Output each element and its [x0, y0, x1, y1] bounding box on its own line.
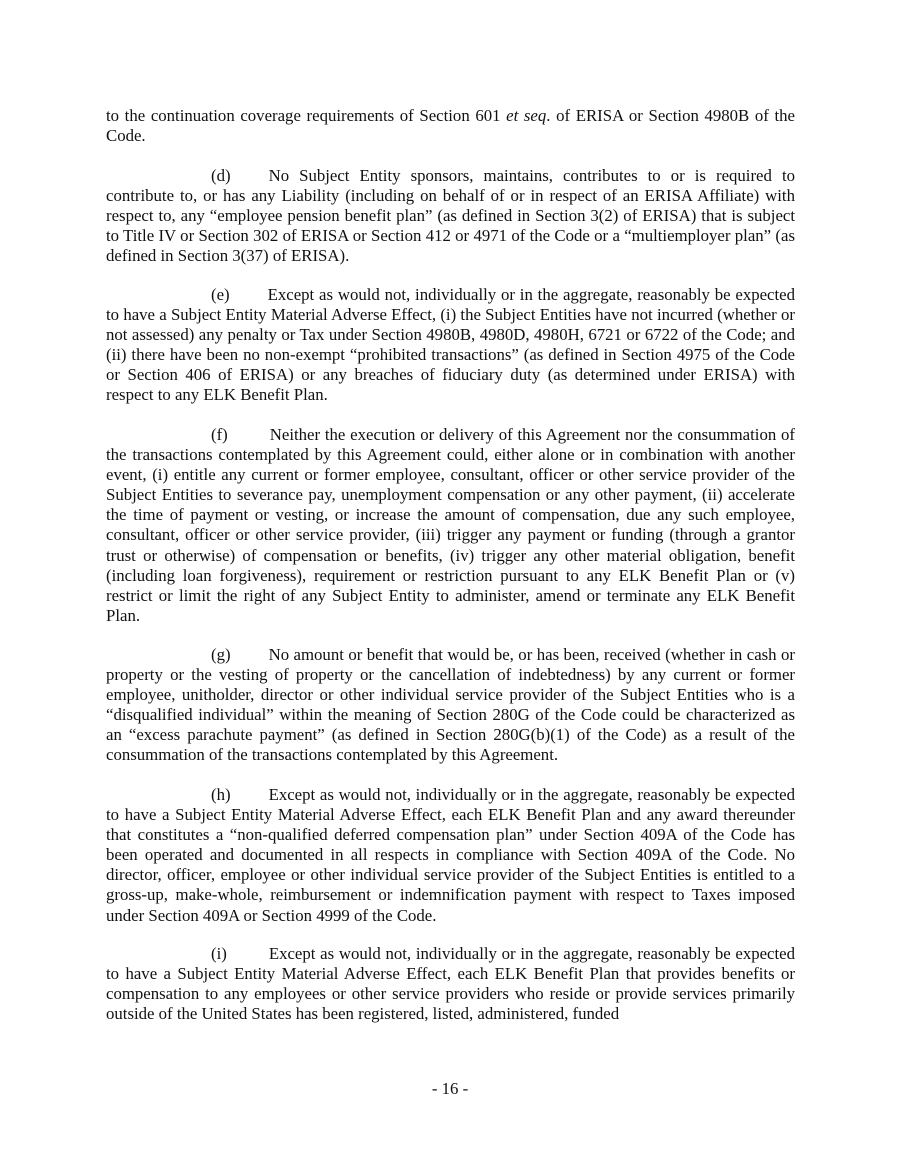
italic-term: et seq — [506, 106, 547, 125]
paragraph-continuation — [106, 106, 795, 146]
paragraph-text: Neither the execution or delivery of this Agreement nor the consummation of the transactions contemplated by this Agreement could, either alone or in combination with another event, (i) entitle any current or former employee, consultant, officer or other service provider of the Subject Entities to severance pay, unemployment compensation or any other payment, (ii) accelerate the time of payment or vesting, or increase the amount of compensation, due any such employee, consultant, officer or other service provider, (iii) trigger any payment or funding (through a grantor trust or otherwise) of compensation or benefits, (iv) trigger any other material obligation, benefit (including loan forgiveness), requirement or restriction pursuant to any ELK Benefit Plan or (v) restrict or limit the right of any Subject Entity to administer, amend or terminate any ELK Benefit Plan. — [106, 425, 795, 625]
paragraph-f — [106, 425, 795, 626]
paragraph-text: Except as would not, individually or in the aggregate, reasonably be expected to have a Subject Entity Material Adverse Effect, each ELK Benefit Plan and any award thereunder that constitutes a “non-qualified deferred compensation plan” under Section 409A of the Code has been operated and documented in all respects in compliance with Section 409A of the Code. No director, officer, employee or other individual service provider of the Subject Entities is entitled to a gross-up, make-whole, reimbursement or indemnification payment with respect to Taxes imposed under Section 409A or Section 4999 of the Code. — [106, 785, 795, 925]
paragraph-text: No amount or benefit that would be, or has been, received (whether in cash or property or the vesting of property or the cancellation of indebtedness) by any current or former employee, unitholder, director or other individual service provider of the Subject Entities who is a “disqualified individual” within the meaning of Section 280G of the Code could be characterized as an “excess parachute payment” (as defined in Section 280G(b)(1) of the Code) as a result of the consummation of the transactions contemplated by this Agreement. — [106, 645, 795, 765]
paragraph-g — [106, 645, 795, 766]
paragraph-text: to the continuation coverage requirements of Section 601 — [106, 106, 507, 125]
paragraph-text: . of ERISA or Section 4980B of the Code. — [106, 106, 795, 146]
paragraph-d — [106, 166, 795, 266]
paragraph-text: Except as would not, individually or in the aggregate, reasonably be expected to have a Subject Entity Material Adverse Effect, each ELK Benefit Plan that provides benefits or compensation to any employees or other service providers who reside or provide services primarily outside of the United States has been registered, listed, administered, funded — [106, 944, 795, 1024]
paragraph-label: (i) — [211, 944, 227, 963]
paragraph-label: (h) — [211, 785, 231, 804]
paragraph-text: No Subject Entity sponsors, maintains, contributes to or is required to contribute to, or has any Liability (including on behalf of or in respect of an ERISA Affiliate) with respect to, any “employee pension benefit plan” (as defined in Section 3(2) of ERISA) that is subject to Title IV or Section 302 of ERISA or Section 412 or 4971 of the Code or a “multiemployer plan” (as defined in Section 3(37) of ERISA). — [106, 166, 795, 266]
paragraph-label: (g) — [211, 645, 231, 664]
paragraph-e — [106, 285, 795, 406]
paragraph-h — [106, 785, 795, 926]
paragraph-i — [106, 944, 795, 1024]
paragraph-label: (d) — [211, 166, 231, 185]
paragraph-label: (e) — [211, 285, 230, 304]
page-number: - 16 - — [431, 1079, 469, 1098]
paragraph-text: Except as would not, individually or in the aggregate, reasonably be expected to have a Subject Entity Material Adverse Effect, (i) the Subject Entities have not incurred (whether or not assessed) any penalty or Tax under Section 4980B, 4980D, 4980H, 6721 or 6722 of the Code; and (ii) there have been no non-exempt “prohibited transactions” (as defined in Section 4975 of the Code or Section 406 of ERISA) or any breaches of fiduciary duty (as determined under ERISA) with respect to any ELK Benefit Plan. — [106, 285, 795, 405]
paragraph-label: (f) — [211, 425, 228, 444]
